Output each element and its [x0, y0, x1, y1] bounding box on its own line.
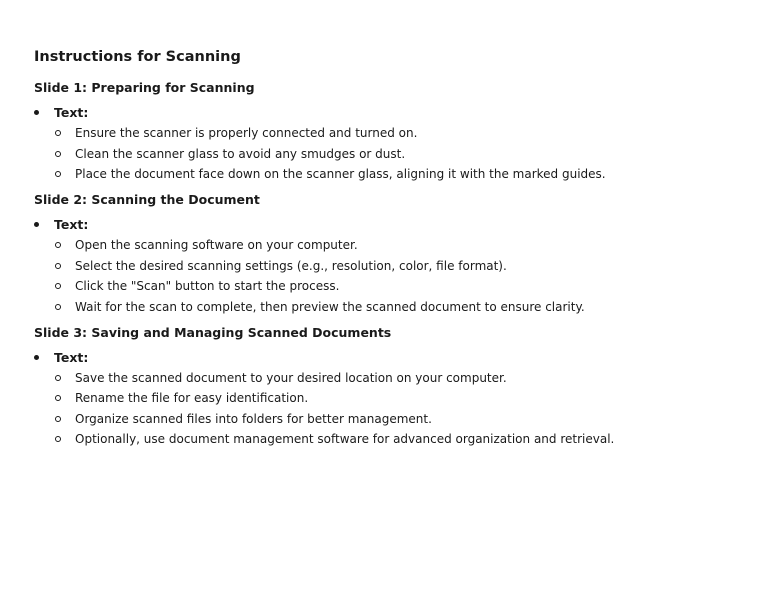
list-item-text: Select the desired scanning settings (e.g., resolution, color, file format).	[75, 258, 507, 273]
circle-bullet-icon	[55, 395, 61, 401]
bullet-item	[34, 104, 754, 121]
list-item-text: Open the scanning software on your computer.	[75, 238, 358, 252]
list-item	[75, 411, 754, 427]
circle-bullet-icon	[55, 283, 61, 289]
slide-heading: Slide 2: Scanning the Document	[34, 192, 260, 207]
list-item-text: Optionally, use document management software for advanced organization and retrieval.	[75, 432, 615, 446]
slide-heading: Slide 1: Preparing for Scanning	[34, 80, 255, 95]
list-item	[75, 370, 754, 386]
bullet-label: Text:	[54, 105, 89, 120]
circle-bullet-icon	[55, 242, 61, 248]
circle-bullet-icon	[55, 375, 61, 381]
bullet-dot-icon	[34, 355, 39, 360]
list-item-text: Save the scanned document to your desired location on your computer.	[75, 370, 507, 385]
bullet-label: Text:	[54, 349, 89, 365]
list-item-text: Place the document face down on the scanner glass, aligning it with the marked guides.	[75, 167, 606, 181]
circle-bullet-icon	[55, 263, 61, 269]
list-item	[75, 146, 754, 162]
document-title: Instructions for Scanning	[34, 49, 241, 65]
sub-list	[34, 370, 754, 448]
slide-heading: Slide 3: Saving and Managing Scanned Documents	[34, 324, 392, 340]
list-item	[75, 431, 754, 447]
list-item-text: Click the "Scan" button to start the process.	[75, 279, 340, 293]
list-item	[75, 278, 754, 294]
circle-bullet-icon	[55, 151, 61, 157]
document	[34, 47, 754, 456]
bullet-dot-icon	[34, 222, 39, 227]
bullet-item	[34, 349, 754, 366]
circle-bullet-icon	[55, 171, 61, 177]
list-item	[75, 166, 754, 182]
list-item	[75, 299, 754, 315]
list-item	[75, 390, 754, 406]
bullet-label: Text:	[54, 217, 89, 232]
bullet-dot-icon	[34, 110, 39, 115]
sub-list	[34, 237, 754, 315]
list-item	[75, 258, 754, 274]
slide-section-2	[34, 191, 754, 315]
bullet-item	[34, 216, 754, 233]
circle-bullet-icon	[55, 304, 61, 310]
circle-bullet-icon	[55, 436, 61, 442]
list-item-text: Wait for the scan to complete, then preview the scanned document to ensure clarity.	[75, 299, 585, 314]
list-item-text: Rename the file for easy identification.	[75, 391, 309, 405]
sub-list	[34, 125, 754, 182]
list-item-text: Organize scanned files into folders for better management.	[75, 411, 432, 426]
circle-bullet-icon	[55, 130, 61, 136]
circle-bullet-icon	[55, 416, 61, 422]
list-item	[75, 125, 754, 141]
list-item-text: Clean the scanner glass to avoid any smudges or dust.	[75, 146, 406, 161]
slide-section-1	[34, 79, 754, 182]
slide-section-3	[34, 324, 754, 448]
list-item	[75, 237, 754, 253]
list-item-text: Ensure the scanner is properly connected and turned on.	[75, 126, 418, 140]
